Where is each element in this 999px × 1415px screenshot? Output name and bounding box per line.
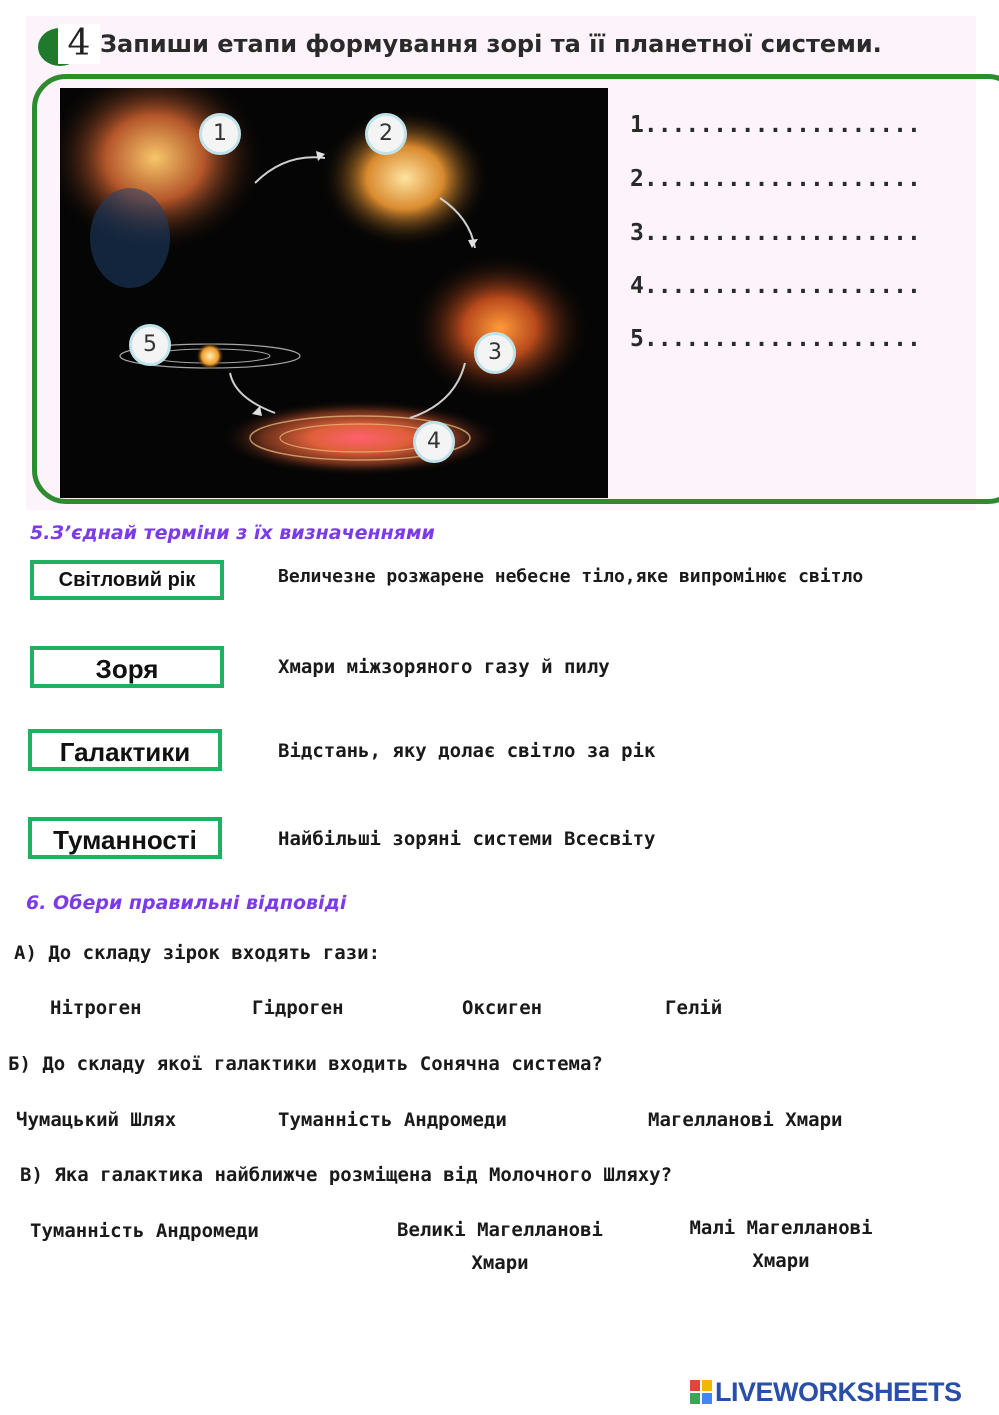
option-b-andromeda[interactable]: Туманність Андромеди	[278, 1109, 507, 1131]
task4-title: Запиши етапи формування зорі та її планетної системи.	[100, 30, 882, 58]
option-c-small-magellanic[interactable]: Малі Магелланові Хмари	[689, 1217, 873, 1272]
stage-marker-4: 4	[413, 421, 455, 463]
task-number: 4	[58, 24, 100, 64]
question-b: Б) До складу якої галактики входить Сонячна система?	[8, 1053, 603, 1075]
question-a: А) До складу зірок входять гази:	[14, 942, 381, 964]
stage-marker-5: 5	[129, 324, 171, 366]
logo-icon	[690, 1380, 712, 1404]
question-c: В) Яка галактика найближче розміщена від Молочного Шляху?	[20, 1164, 673, 1186]
definition-1[interactable]: Величезне розжарене небесне тіло,яке випромінює світло	[278, 566, 864, 587]
definition-2[interactable]: Хмари міжзоряного газу й пилу	[278, 656, 610, 678]
answer-blank-3[interactable]: 3....................	[630, 220, 921, 246]
answer-blank-1[interactable]: 1....................	[630, 112, 921, 138]
option-a-helium[interactable]: Гелій	[665, 997, 723, 1019]
term-star[interactable]: Зоря	[30, 646, 224, 688]
option-b-milky-way[interactable]: Чумацький Шлях	[16, 1109, 177, 1131]
liveworksheets-logo	[690, 1374, 962, 1410]
task6-heading: 6. Обери правильні відповіді	[26, 892, 347, 914]
star-formation-image	[60, 88, 608, 498]
option-c-large-magellanic[interactable]: Великі Магелланові Хмари	[397, 1219, 603, 1274]
option-b-magellanic[interactable]: Магелланові Хмари	[648, 1109, 843, 1131]
stage-marker-2: 2	[365, 113, 407, 155]
definition-4[interactable]: Найбільші зоряні системи Всесвіту	[278, 828, 656, 850]
answer-blank-4[interactable]: 4....................	[630, 273, 921, 299]
stage-marker-1: 1	[199, 113, 241, 155]
option-a-nitrogen[interactable]: Нітроген	[50, 997, 142, 1019]
star-formation-illustration	[60, 88, 608, 498]
term-light-year[interactable]: Світловий рік	[30, 560, 224, 600]
option-a-hydrogen[interactable]: Гідроген	[252, 997, 344, 1019]
option-a-oxygen[interactable]: Оксиген	[462, 997, 543, 1019]
task5-heading: 5.З’єднай терміни з їх визначеннями	[30, 522, 435, 544]
logo-text: LIVEWORKSHEETS	[715, 1376, 962, 1407]
definition-3[interactable]: Відстань, яку долає світло за рік	[278, 740, 656, 762]
answer-blank-5[interactable]: 5....................	[630, 326, 921, 352]
term-galaxies[interactable]: Галактики	[28, 729, 222, 771]
answer-blank-2[interactable]: 2....................	[630, 166, 921, 192]
term-nebulae[interactable]: Туманності	[28, 817, 222, 859]
stage-marker-3: 3	[474, 332, 516, 374]
option-c-andromeda[interactable]: Туманність Андромеди	[30, 1220, 259, 1242]
